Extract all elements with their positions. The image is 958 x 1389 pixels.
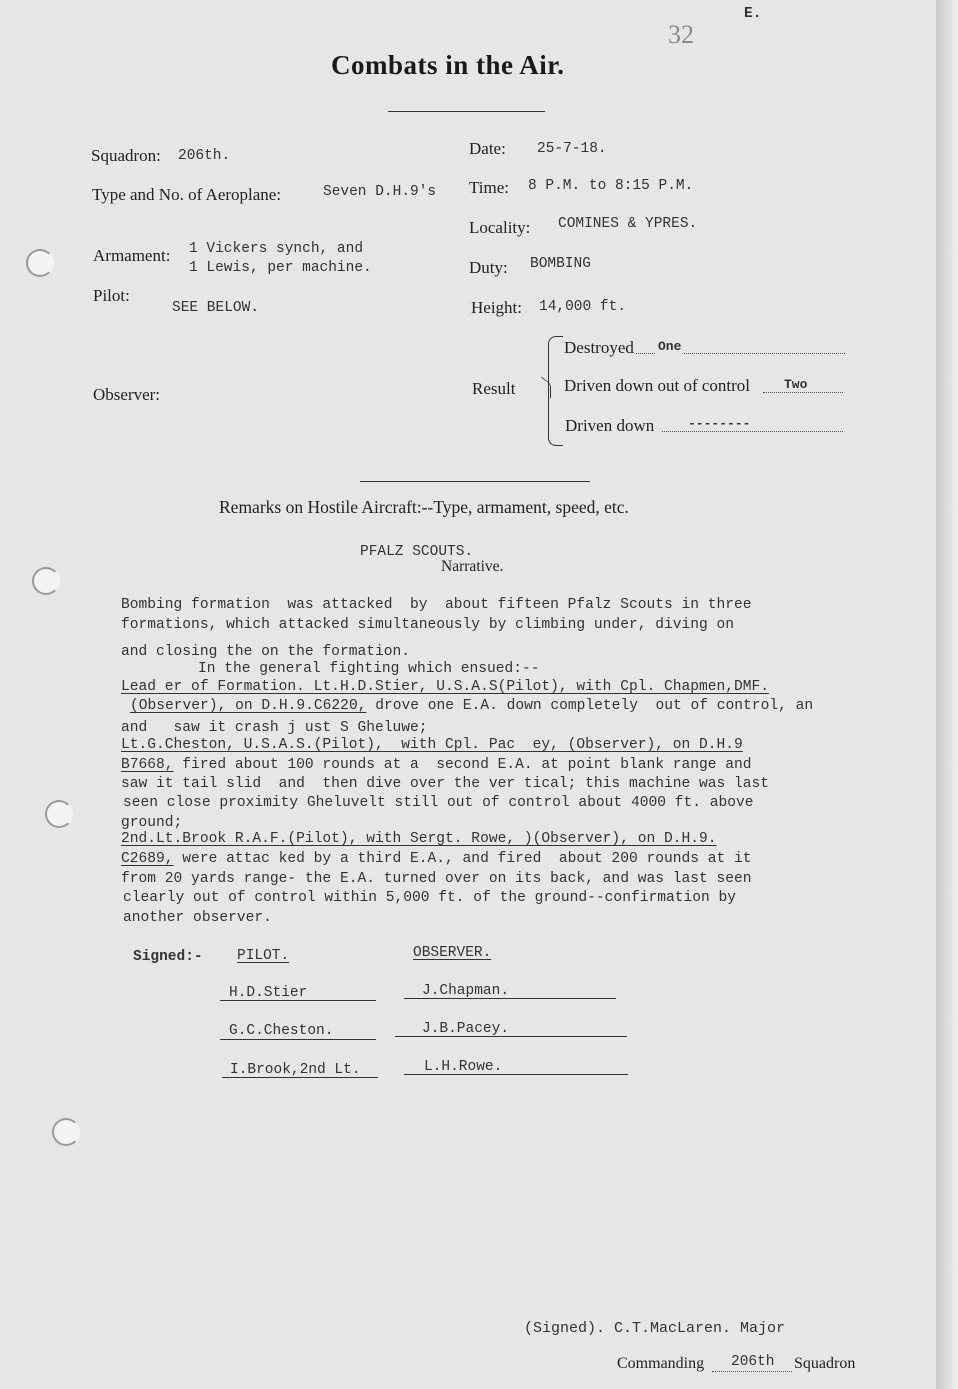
- observer-signature: J.B.Pacey.: [422, 1021, 510, 1037]
- narrative-line: and closing the on the formation.: [121, 644, 411, 660]
- signature-line: [404, 998, 616, 999]
- signature-line: [220, 1039, 376, 1040]
- pilot-signature: G.C.Cheston.: [229, 1023, 334, 1039]
- time-value: 8 P.M. to 8:15 P.M.: [528, 178, 694, 194]
- destroyed-value: One: [658, 339, 682, 354]
- page-number: 32: [668, 20, 694, 49]
- driven-down-value: --------: [688, 416, 751, 431]
- observer-signature: L.H.Rowe.: [424, 1059, 503, 1075]
- commanding-label: Commanding: [617, 1355, 705, 1372]
- date-value: 25-7-18.: [537, 141, 607, 157]
- narrative-line: seen close proximity Gheluvelt still out of control about 4000 ft. above: [123, 795, 754, 811]
- narrative-line: Lt.G.Cheston, U.S.A.S.(Pilot), with Cpl. Pac ey, (Observer), on D.H.9: [121, 737, 743, 753]
- duty-label: Duty:: [469, 258, 508, 277]
- remarks-heading: Remarks on Hostile Aircraft:--Type, armament, speed, etc.: [219, 497, 629, 517]
- height-label: Height:: [471, 298, 522, 317]
- punch-hole-3: [45, 800, 73, 828]
- commanding-squadron-value: 206th: [731, 1354, 775, 1370]
- signature-line: [222, 1077, 378, 1078]
- squadron-value: 206th.: [178, 148, 231, 164]
- corner-mark: E.: [744, 6, 762, 22]
- section-rule: [360, 481, 590, 482]
- observer-header: OBSERVER.: [413, 945, 492, 961]
- narrative-line: Lead er of Formation. Lt.H.D.Stier, U.S.A.S(Pilot), with Cpl. Chapmen,DMF.: [121, 679, 770, 695]
- page-title: Combats in the Air.: [331, 50, 565, 80]
- driven-down-out-of-control-label: Driven down out of control: [564, 376, 751, 395]
- narrative-line: [130, 697, 813, 716]
- date-label: Date:: [469, 139, 506, 158]
- height-value: 14,000 ft.: [539, 299, 627, 315]
- narrative-line: saw it tail slid and then dive over the ver tical; this machine was last: [121, 776, 770, 792]
- ddooc-dots: [763, 392, 843, 393]
- narrative-line: clearly out of control within 5,000 ft. of the ground--confirmation by: [123, 890, 737, 906]
- punch-hole-4: [52, 1118, 80, 1146]
- driven-down-out-of-control-value: Two: [784, 377, 808, 392]
- punch-hole-1: [26, 249, 54, 277]
- aeroplane-type-label: Type and No. of Aeroplane:: [92, 185, 282, 204]
- signature-line: [404, 1074, 628, 1075]
- narrative-text: were attac ked by a third E.A., and fired about 200 rounds at it: [173, 851, 752, 867]
- observer-label: Observer:: [93, 385, 161, 404]
- narrative-line: from 20 yards range- the E.A. turned over on its back, and was last seen: [121, 871, 752, 887]
- squadron-footer-label: Squadron: [794, 1355, 856, 1372]
- pilot-header: PILOT.: [237, 948, 290, 964]
- narrative-line: formations, which attacked simultaneously by climbing under, diving on: [121, 617, 735, 633]
- armament-label: Armament:: [93, 246, 171, 265]
- narrative-text: drove one E.A. down completely out of control, an: [366, 698, 814, 714]
- pilot-value: SEE BELOW.: [172, 300, 260, 316]
- narrative-line: and saw it crash j ust S Gheluwe;: [121, 720, 428, 736]
- signed-label: Signed:-: [133, 949, 203, 965]
- result-label: Result: [472, 379, 516, 398]
- narrative-line: Bombing formation was attacked by about fifteen Pfalz Scouts in three: [121, 597, 752, 613]
- narrative-line: In the general fighting which ensued:--: [198, 661, 540, 677]
- commanding-officer-signature: (Signed). C.T.MacLaren. Major: [524, 1320, 786, 1337]
- commanding-dots: [712, 1371, 792, 1372]
- armament-line-2: 1 Lewis, per machine.: [189, 260, 372, 276]
- punch-hole-2: [32, 567, 60, 595]
- narrative-heading: Narrative.: [441, 558, 504, 575]
- aircraft-serial: C2689,: [121, 851, 174, 867]
- aircraft-serial: (Observer), on D.H.9.C6220,: [130, 698, 367, 714]
- locality-value: COMINES & YPRES.: [558, 216, 698, 232]
- aeroplane-type-value: Seven D.H.9's: [323, 184, 437, 200]
- signature-line: [395, 1036, 627, 1037]
- locality-label: Locality:: [469, 218, 531, 237]
- aircraft-serial: B7668,: [121, 757, 174, 773]
- signature-line: [220, 1000, 376, 1001]
- destroyed-label: Destroyed: [564, 338, 634, 357]
- narrative-line: ground;: [121, 815, 183, 831]
- page-edge: [936, 0, 958, 1389]
- hostile-aircraft-type: PFALZ SCOUTS.: [360, 544, 474, 560]
- armament-line-1: 1 Vickers synch, and: [189, 241, 364, 257]
- pilot-signature: H.D.Stier: [229, 985, 308, 1001]
- narrative-line: 2nd.Lt.Brook R.A.F.(Pilot), with Sergt. Rowe, )(Observer), on D.H.9.: [121, 831, 717, 847]
- squadron-label: Squadron:: [91, 146, 161, 165]
- driven-down-dots: [662, 431, 843, 432]
- time-label: Time:: [469, 178, 510, 197]
- pilot-signature: I.Brook,2nd Lt.: [230, 1062, 361, 1078]
- narrative-line: [121, 850, 752, 869]
- pilot-label: Pilot:: [93, 286, 130, 305]
- narrative-line: [121, 756, 752, 775]
- duty-value: BOMBING: [530, 256, 591, 272]
- narrative-text: fired about 100 rounds at a second E.A. at point blank range and: [173, 757, 752, 773]
- observer-signature: J.Chapman.: [422, 983, 510, 999]
- driven-down-label: Driven down: [565, 416, 655, 435]
- narrative-line: another observer.: [123, 910, 272, 926]
- title-rule: [388, 111, 545, 112]
